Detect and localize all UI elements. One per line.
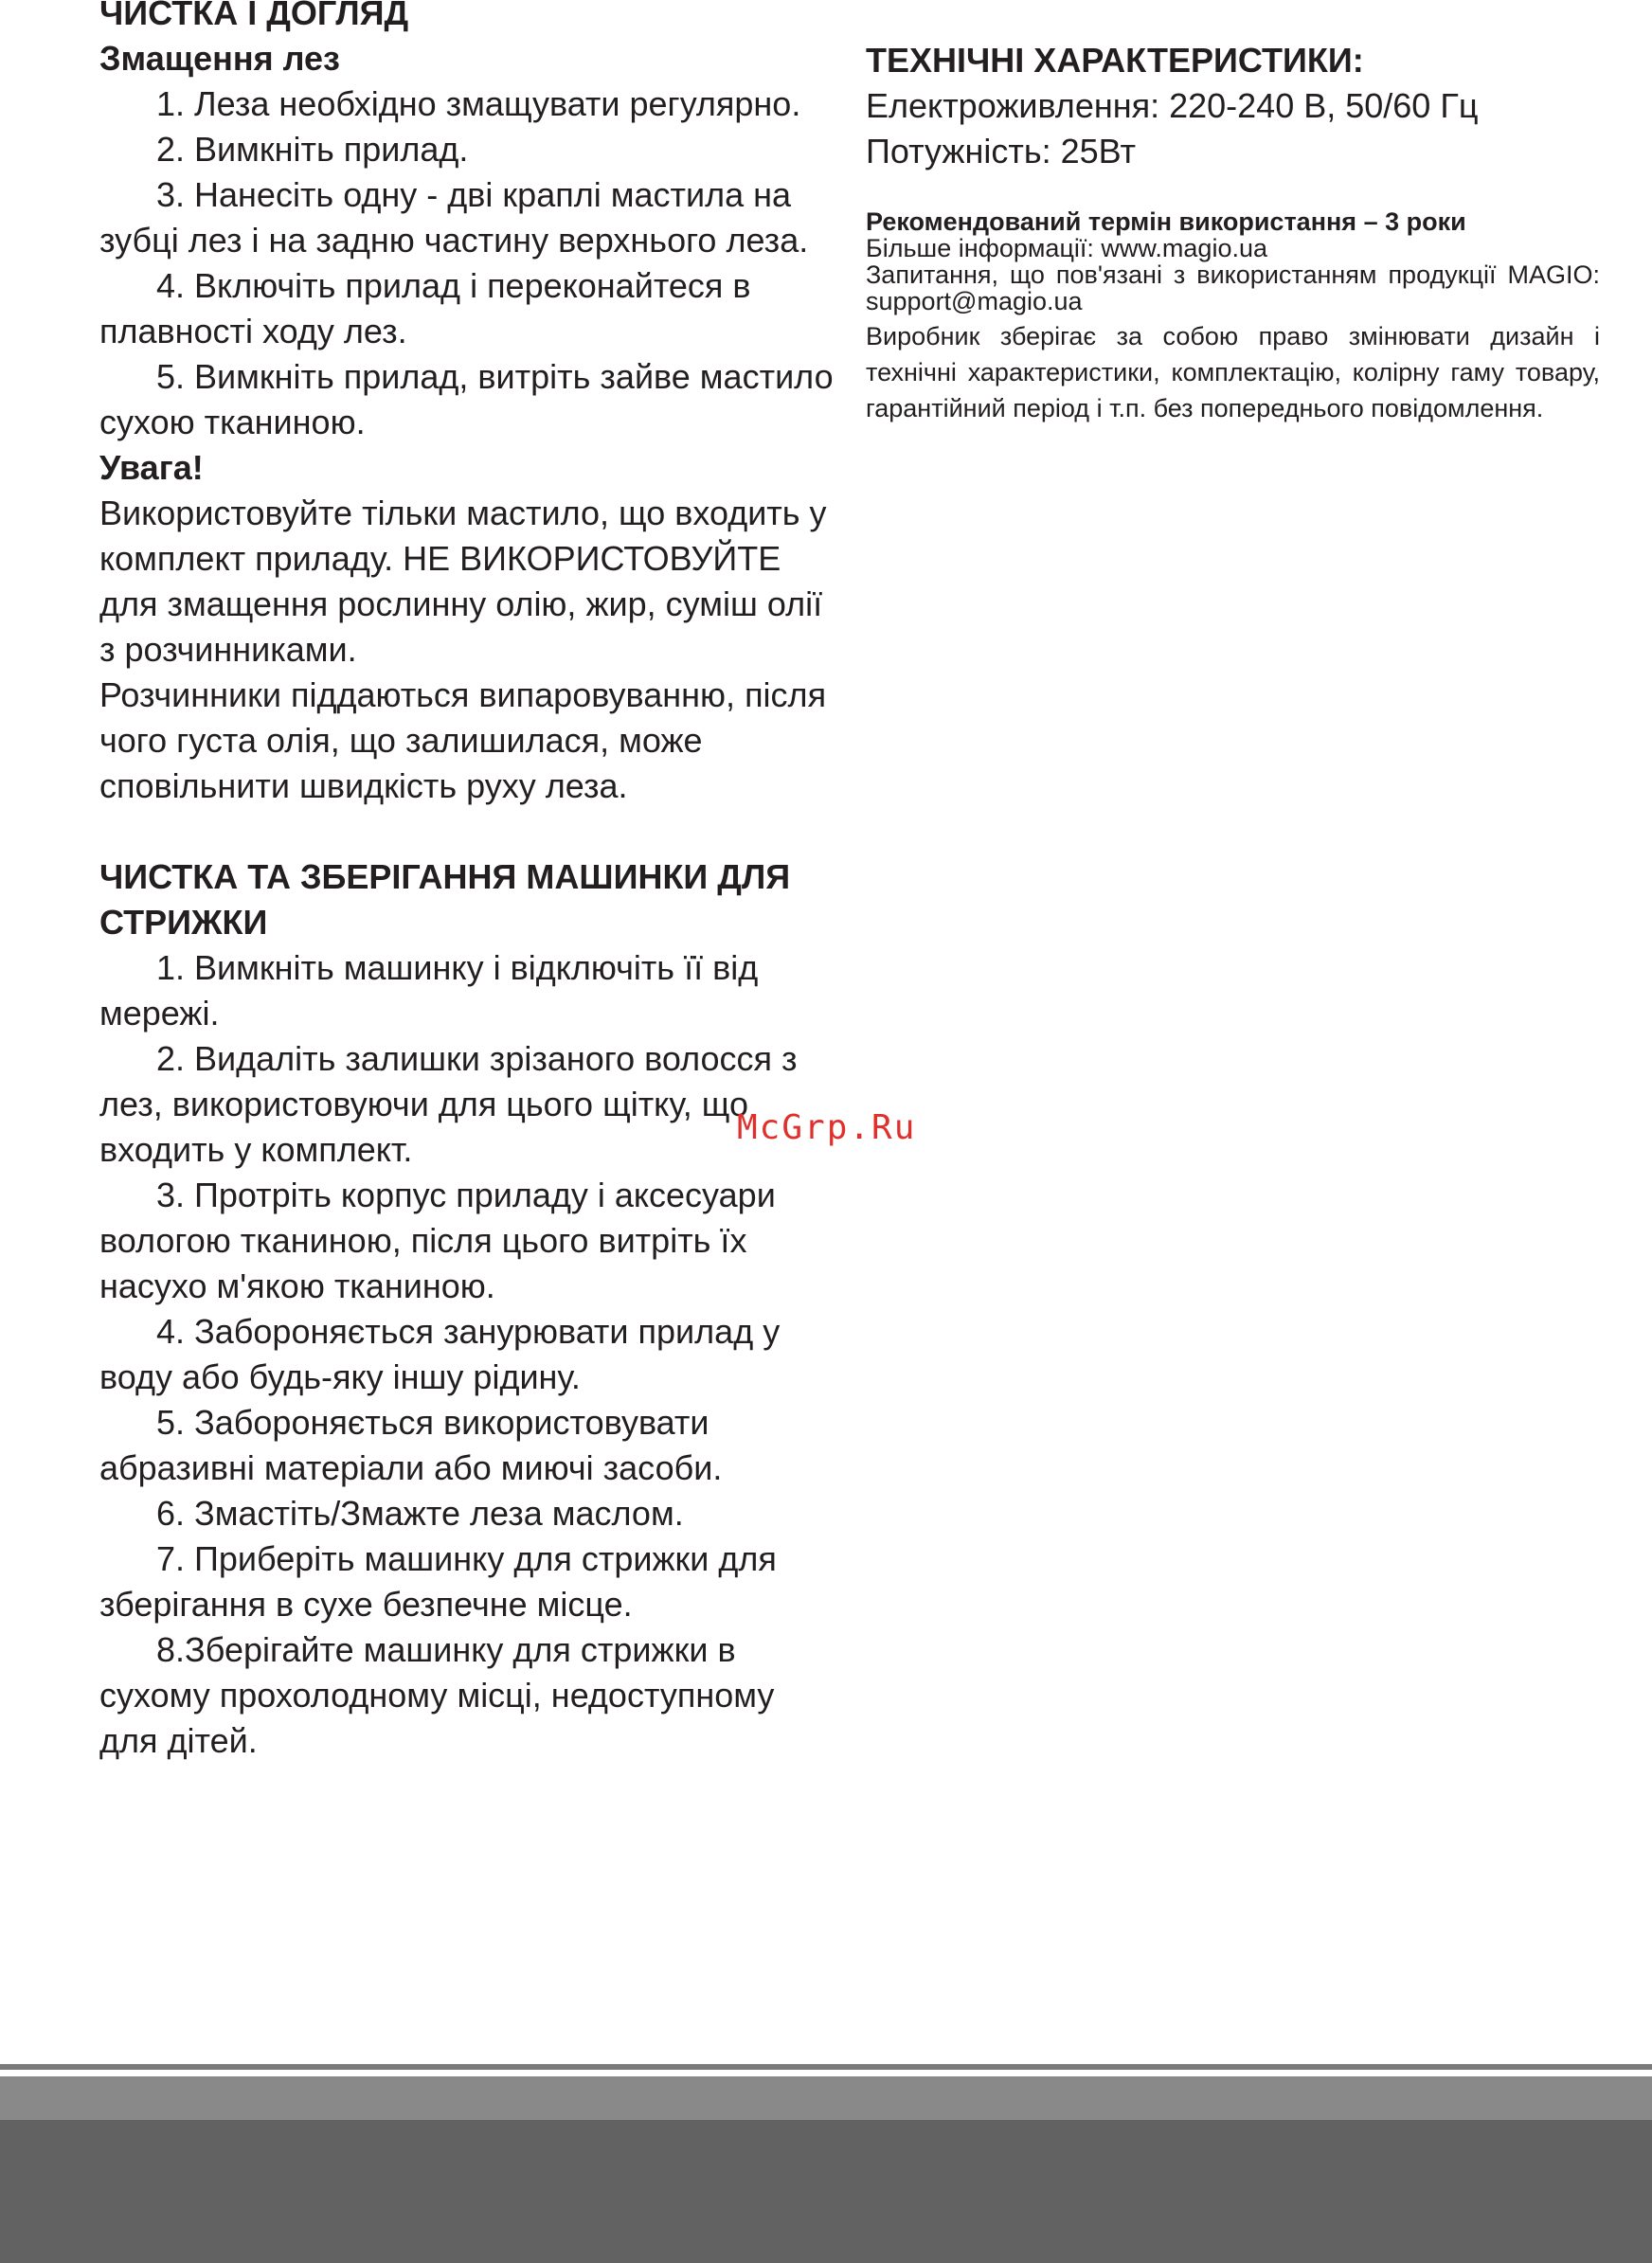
more-info-link: Більше інформації: www.magio.ua: [866, 234, 1267, 262]
care-heading: ЧИСТКА І ДОГЛЯД: [99, 0, 409, 32]
storage-step-7: 7. Приберіть машинку для стрижки для зберігання в сухе безпечне місце.: [99, 1539, 777, 1624]
section-gap: [99, 809, 838, 854]
watermark: McGrp.Ru: [737, 1108, 917, 1147]
storage-step-1: 1. Вимкніть машинку і відключіть її від мережі.: [99, 948, 759, 1033]
storage-step-6: 6. Змастіть/Змажте леза маслом.: [156, 1494, 684, 1533]
warning-title: Увага!: [99, 448, 204, 487]
lube-step-4: 4. Включіть прилад і переконайтеся в плавності ходу лез.: [99, 266, 751, 350]
storage-step-8: 8.Зберігайте машинку для стрижки в сухому прохолодному місці, недоступному для дітей.: [99, 1630, 775, 1760]
warning-text-2: Розчинники піддаються випаровуванню, після чого густа олія, що залишилася, може сповільнити швидкість руху леза.: [99, 675, 827, 805]
lube-step-2: 2. Вимкніть прилад.: [156, 130, 469, 169]
footer-band-light: [0, 2076, 1652, 2120]
storage-heading: ЧИСТКА ТА ЗБЕРІГАННЯ МАШИНКИ ДЛЯ СТРИЖКИ: [99, 857, 791, 942]
disclaimer-text: Виробник зберігає за собою право змінювати дизайн і технічні характеристики, комплектацію, колірну гаму товару, гарантійний період і т.п. без попереднього повідомлення.: [866, 322, 1600, 422]
storage-step-2: 2. Видаліть залишки зрізаного волосся з лез, використовуючи для цього щітку, що входить у комплект.: [99, 1039, 798, 1169]
footer-band-dark: [0, 2120, 1652, 2263]
support-contact: Запитання, що пов'язані з використанням продукції MAGIO: support@magio.ua: [866, 260, 1600, 315]
lube-step-3: 3. Нанесіть одну - дві краплі мастила на зубці лез і на задню частину верхнього леза.: [99, 175, 809, 260]
warning-text-1: Використовуйте тільки мастило, що входить у комплект приладу. НЕ ВИКОРИСТОВУЙТЕ для змащення рослинну олію, жир, суміш олії з розчинниками.: [99, 494, 827, 669]
lube-subheading: Змащення лез: [99, 39, 340, 78]
right-column: [866, 38, 1600, 426]
storage-step-3: 3. Протріть корпус приладу і аксесуари вологою тканиною, після цього витріть їх насухо м'якою тканиною.: [99, 1176, 776, 1305]
lube-step-5: 5. Вимкніть прилад, витріть зайве мастило сухою тканиною.: [99, 357, 834, 441]
lube-step-1: 1. Леза необхідно змащувати регулярно.: [156, 84, 801, 123]
storage-step-5: 5. Забороняється використовувати абразивні матеріали або миючі засоби.: [99, 1403, 723, 1487]
storage-step-4: 4. Забороняється занурювати прилад у воду або будь-яку іншу рідину.: [99, 1312, 781, 1396]
left-column: [99, 0, 838, 1764]
spec-power-supply: Електроживлення: 220-240 В, 50/60 Гц: [866, 86, 1479, 125]
footer-divider: [0, 2064, 1652, 2070]
spec-power: Потужність: 25Вт: [866, 132, 1136, 171]
spec-title: ТЕХНІЧНІ ХАРАКТЕРИСТИКИ:: [866, 41, 1364, 80]
lifetime-note: Рекомендований термін використання – 3 роки: [866, 207, 1466, 236]
